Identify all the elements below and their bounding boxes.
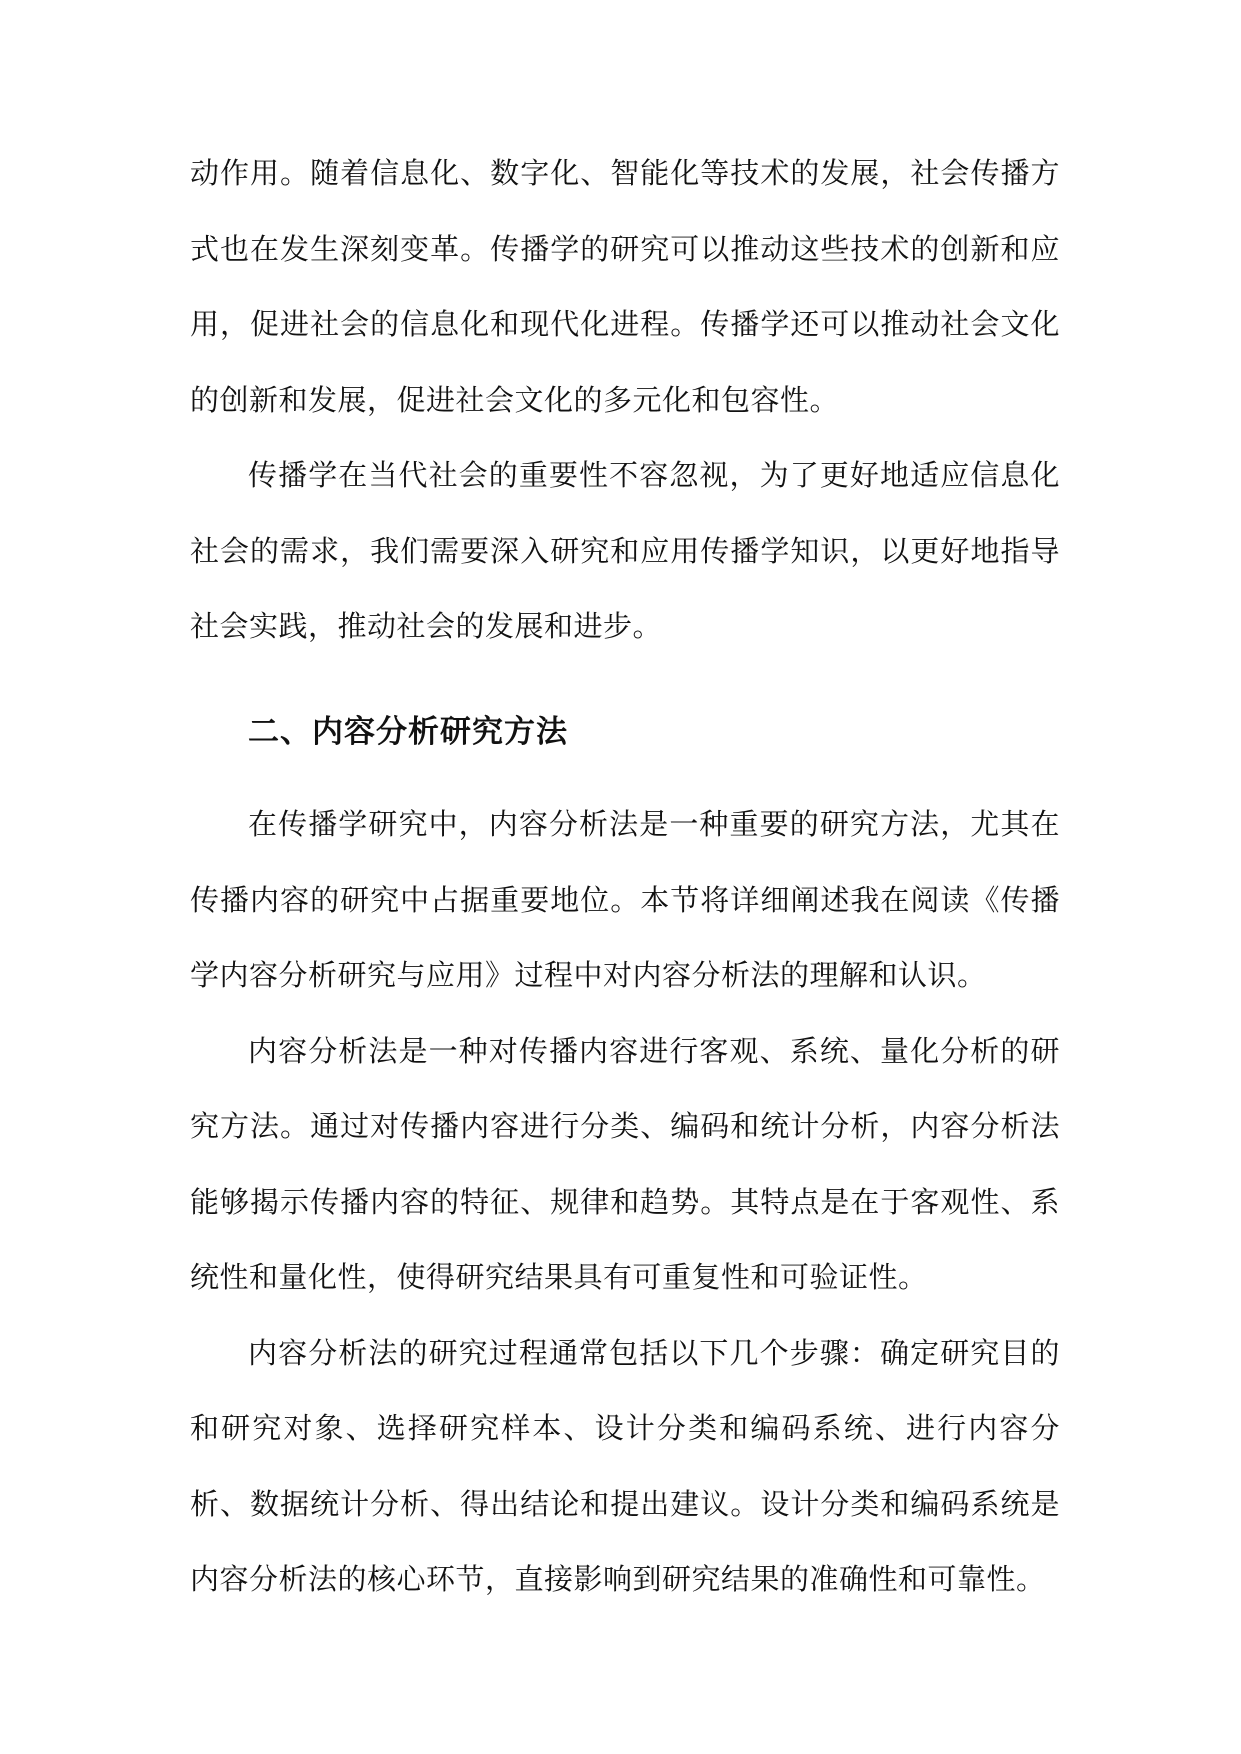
section-heading: 二、内容分析研究方法	[248, 714, 568, 750]
text-block-bottom	[190, 787, 1060, 1618]
paragraph: 内容分析法的研究过程通常包括以下几个步骤：确定研究目的和研究对象、选择研究样本、设计分类和编码系统、进行内容分析、数据统计分析、得出结论和提出建议。设计分类和编码系统是内容分析法的核心环节，直接影响到研究结果的准确性和可靠性。	[190, 1335, 1060, 1596]
paragraph: 内容分析法是一种对传播内容进行客观、系统、量化分析的研究方法。通过对传播内容进行分类、编码和统计分析，内容分析法能够揭示传播内容的特征、规律和趋势。其特点是在于客观性、系统性和量化性，使得研究结果具有可重复性和可验证性。	[190, 1033, 1060, 1294]
paragraph-continuation: 动作用。随着信息化、数字化、智能化等技术的发展，社会传播方式也在发生深刻变革。传播学的研究可以推动这些技术的创新和应用，促进社会的信息化和现代化进程。传播学还可以推动社会文化的创新和发展，促进社会文化的多元化和包容性。	[190, 156, 1060, 417]
paragraph: 在传播学研究中，内容分析法是一种重要的研究方法，尤其在传播内容的研究中占据重要地位。本节将详细阐述我在阅读《传播学内容分析研究与应用》过程中对内容分析法的理解和认识。	[190, 807, 1060, 992]
text-block-top	[190, 136, 1060, 665]
paragraph: 传播学在当代社会的重要性不容忽视，为了更好地适应信息化社会的需求，我们需要深入研究和应用传播学知识，以更好地指导社会实践，推动社会的发展和进步。	[190, 458, 1060, 643]
